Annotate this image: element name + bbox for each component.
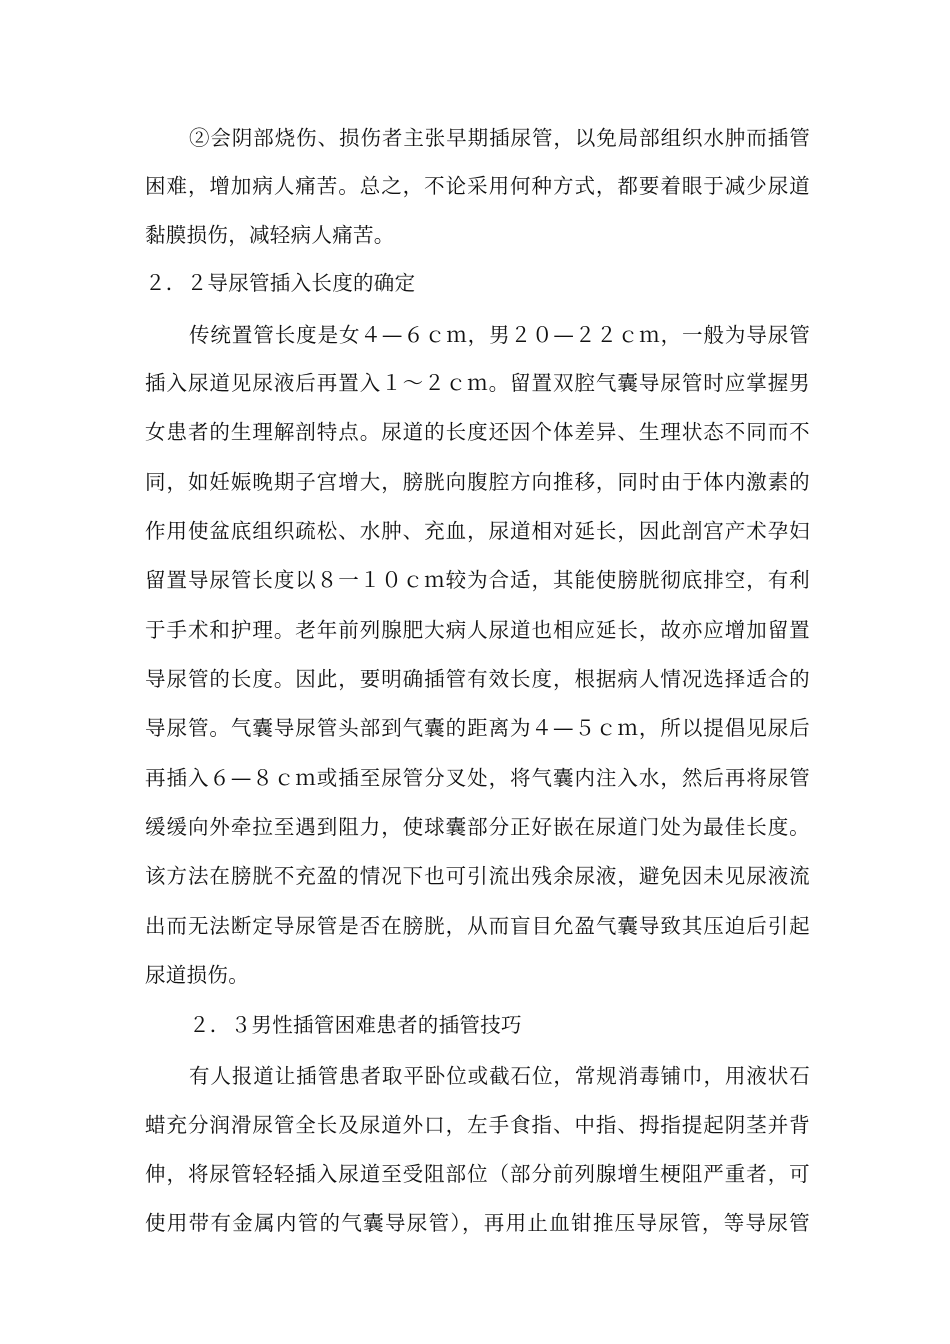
paragraph2-line-5: 作用使盆底组织疏松、水肿、充血，尿道相对延长，因此剖宫产术孕妇	[145, 519, 810, 543]
paragraph2-line-3: 女患者的生理解剖特点。尿道的长度还因个体差异、生理状态不同而不	[145, 420, 810, 444]
paragraph2-line-2: 插入尿道见尿液后再置入１～２ｃｍ。留置双腔气囊导尿管时应掌握男	[145, 371, 810, 395]
paragraph3-line-4: 使用带有金属内管的气囊导尿管），再用止血钳推压导尿管，等导尿管	[145, 1211, 810, 1235]
section-heading-2-2: ２．２导尿管插入长度的确定	[145, 271, 416, 295]
paragraph2-line-8: 导尿管的长度。因此，要明确插管有效长度，根据病人情况选择适合的	[145, 667, 810, 691]
paragraph3-line-2: 蜡充分润滑尿管全长及尿道外口，左手食指、中指、拇指提起阴茎并背	[145, 1113, 810, 1137]
paragraph2-line-9: 导尿管。气囊导尿管头部到气囊的距离为４—５ｃｍ，所以提倡见尿后	[145, 716, 810, 740]
paragraph2-line-13: 出而无法断定导尿管是否在膀胱，从而盲目允盈气囊导致其压迫后引起	[145, 914, 810, 938]
paragraph1-line-3: 黏膜损伤，减轻病人痛苦。	[145, 223, 395, 247]
paragraph2-line-12: 该方法在膀胱不充盈的情况下也可引流出残余尿液，避免因未见尿液流	[145, 864, 810, 888]
paragraph1-line-1: ②会阴部烧伤、损伤者主张早期插尿管，以免局部组织水肿而插管	[189, 126, 810, 150]
paragraph2-line-11: 缓缓向外牵拉至遇到阻力，使球囊部分正好嵌在尿道门处为最佳长度。	[145, 815, 810, 839]
paragraph3-line-1: 有人报道让插管患者取平卧位或截石位，常规消毒铺巾，用液状石	[189, 1064, 810, 1088]
paragraph2-line-6: 留置导尿管长度以８一１０ｃｍ较为合适，其能使膀胱彻底排空，有利	[145, 568, 810, 592]
paragraph2-line-14: 尿道损伤。	[145, 963, 249, 987]
section-heading-2-3: ２．３男性插管困难患者的插管技巧	[189, 1013, 522, 1037]
paragraph2-line-7: 于手术和护理。老年前列腺肥大病人尿道也相应延长，故亦应增加留置	[145, 618, 810, 642]
paragraph1-line-2: 困难，增加病人痛苦。总之，不论采用何种方式，都要着眼于减少尿道	[145, 174, 810, 198]
paragraph2-line-1: 传统置管长度是女４—６ｃｍ，男２０—２２ｃｍ，一般为导尿管	[189, 323, 810, 347]
paragraph3-line-3: 伸，将尿管轻轻插入尿道至受阻部位（部分前列腺增生梗阻严重者，可	[145, 1162, 810, 1186]
paragraph2-line-10: 再插入６—８ｃｍ或插至尿管分叉处，将气囊内注入水，然后再将尿管	[145, 766, 810, 790]
paragraph2-line-4: 同，如妊娠晚期子宫增大，膀胱向腹腔方向推移，同时由于体内激素的	[145, 470, 810, 494]
